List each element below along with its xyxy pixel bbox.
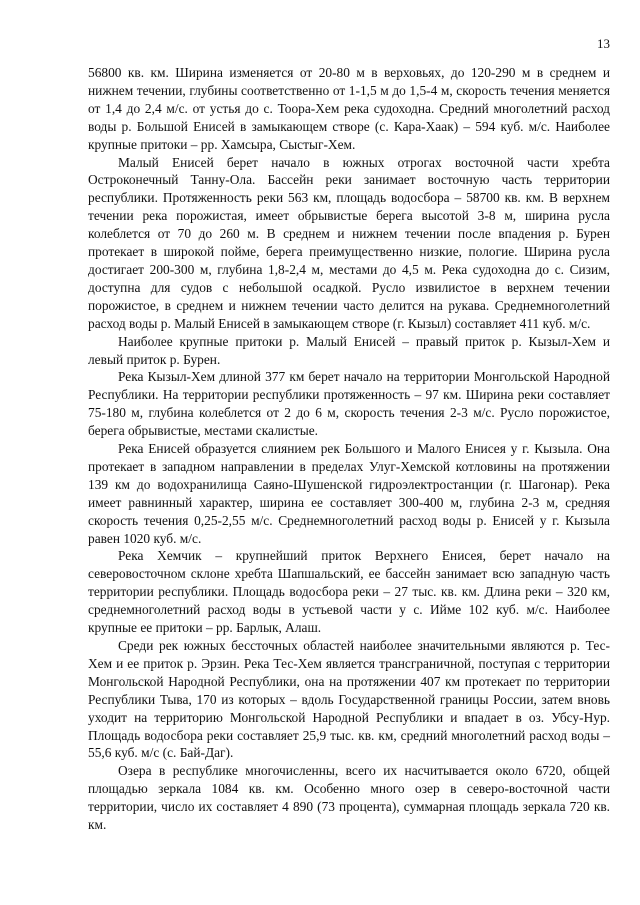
paragraph-kyzyl-khem: Река Кызыл-Хем длиной 377 км берет начало на территории Монгольской Народной Республики. На территории республики протяженность – 97 км. Ширина реки составляет 75-180 м, глубина колеблется от 2 до 6 м, скорость течения 2-3 м/с. Русло порожистое, берега обрывистые, местами скалистые. bbox=[88, 369, 610, 439]
paragraph-lakes: Озера в республике многочисленны, всего их насчитывается около 6720, общей площадью зеркала 1084 кв. км. Особенно много озер в северо-восточной части территории, число их составляет 4 890 (73 процента), суммарная площадь зеркала 720 кв. км. bbox=[88, 763, 610, 833]
paragraph-small-yenisei-tributaries: Наиболее крупные притоки р. Малый Енисей – правый приток р. Кызыл-Хем и левый приток р. Бурен. bbox=[88, 333, 610, 367]
paragraph-tes-khem: Среди рек южных бессточных областей наиболее значительными являются р. Тес-Хем и ее приток р. Эрзин. Река Тес-Хем является трансграничной, поступая с территории Монгольской Народной Республики, она на протяжении 407 км протекает по территории Республики Тыва, 170 из которых – вдоль Государственной границы России, затем вновь уходит на территорию Монгольской Народной Республики и впадает в оз. Убсу-Нур. Площадь водосбора реки составляет 25,9 тыс. кв. км, средний многолетний расход воды – 55,6 куб. м/с (с. Бай-Даг). bbox=[88, 638, 610, 761]
paragraph-small-yenisei: Малый Енисей берет начало в южных отрогах восточной части хребта Остроконечный Танну-Ола. Бассейн реки занимает восточную часть территории республики. Протяженность реки 563 км, площадь водосбора – 58700 кв. км. В верхнем течении река порожистая, имеет обрывистые берега высотой 3-8 м, ширина русла колеблется от 70 до 260 м. В среднем и нижнем течении после впадения р. Бурен протекает в широкой пойме, берега преимущественно низкие, пологие. Ширина русла достигает 200-300 м, глубина 1,8-2,4 м, местами до 4,5 м. Река судоходна до с. Сизим, доступна для судов с небольшой осадкой. Русло извилистое в верхнем течении порожистое, в среднем и нижнем течении часто делится на рукава. Среднемноголетний расход воды р. Малый Енисей в замыкающем створе (г. Кызыл) составляет 411 куб. м/с. bbox=[88, 154, 610, 331]
page-number: 13 bbox=[597, 36, 610, 51]
paragraph-big-yenisei-continued: 56800 кв. км. Ширина изменяется от 20-80 м в верховьях, до 120-290 м в среднем и нижнем течении, глубины соответственно от 1-1,5 м до 1,5-4 м, скорость течения меняется от 1,4 до 2,4 м/с. от устья до с. Тоора-Хем река судоходна. Средний многолетний расход воды р. Большой Енисей в замыкающем створе (с. Кара-Хаак) – 594 куб. м/с. Наиболее крупные притоки – рр. Хамсыра, Сыстыг-Хем. bbox=[88, 65, 610, 152]
text-body bbox=[88, 64, 610, 834]
paragraph-yenisei: Река Енисей образуется слиянием рек Большого и Малого Енисея у г. Кызыла. Она протекает в западном направлении в пределах Улуг-Хемской котловины на протяжении 139 км до водохранилища Саяно-Шушенской гидроэлектростанции (г. Шагонар). Река имеет равнинный характер, ширина ее составляет 300-400 м, глубина 2-3 м, средняя скорость течения 0,25-2,55 м/с. Среднемноголетний расход воды р. Енисей у г. Кызыла равен 1020 куб. м/с. bbox=[88, 441, 610, 546]
paragraph-khemchik: Река Хемчик – крупнейший приток Верхнего Енисея, берет начало на северовосточном склоне хребта Шапшальский, ее бассейн занимает всю западную часть территории республики. Площадь водосбора реки – 27 тыс. кв. км. Длина реки – 320 км, среднемноголетний расход воды в устьевой части у с. Ийме 102 куб. м/с. Наиболее крупные ее притоки – рр. Барлык, Алаш. bbox=[88, 548, 610, 636]
